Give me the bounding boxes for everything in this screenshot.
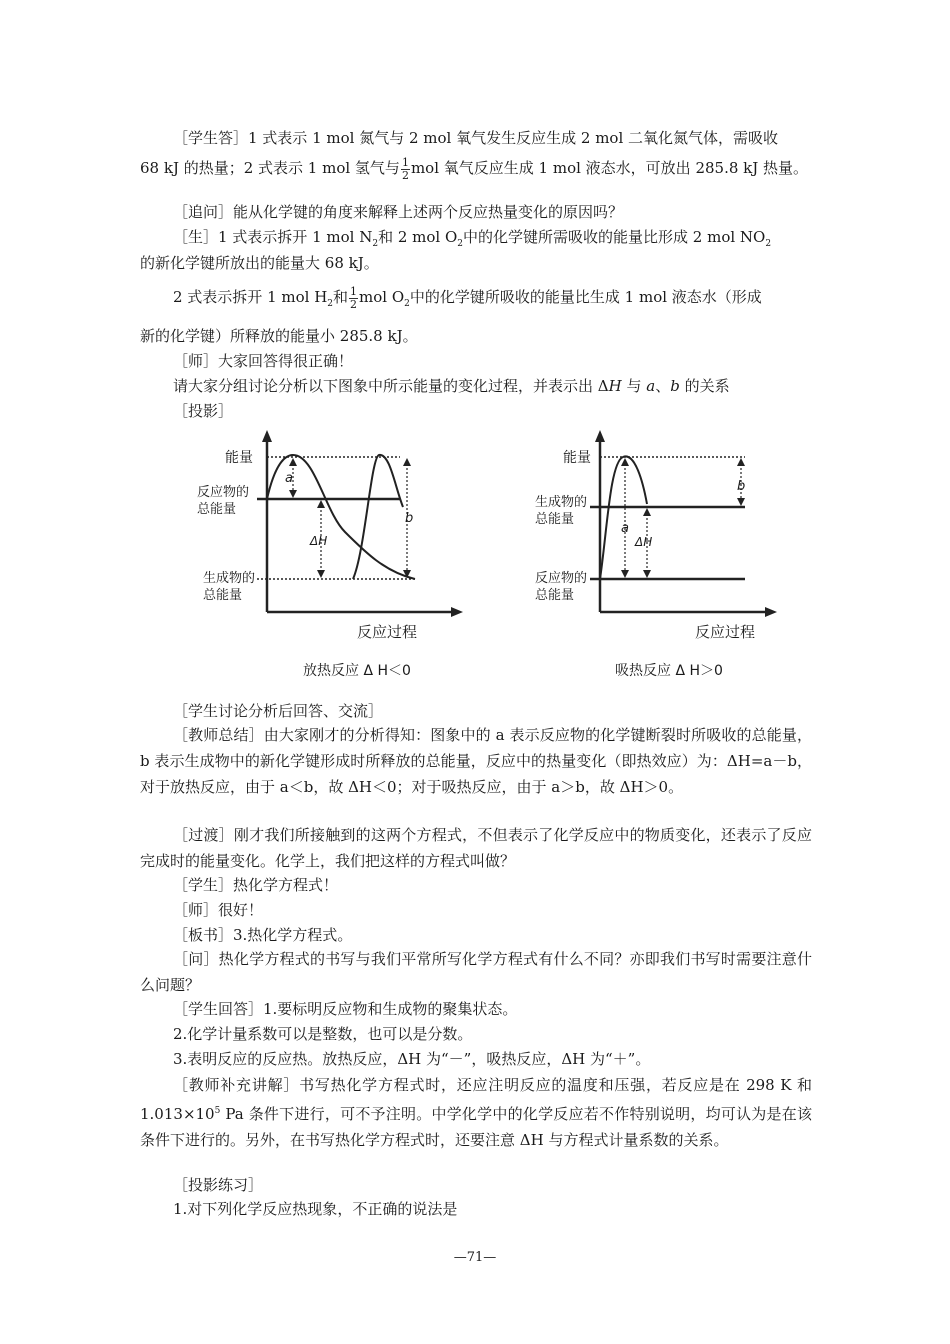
text-line-6: 2 式表示拆开 1 mol $H_2$和 $\frac{1}{2}$ mol $O_2$中的化学键所吸收的能量比生成 1 mol 液态水（形成: [173, 284, 762, 311]
text-line-1: ［学生答］1 式表示 1 mol 氮气与 2 mol 氧气发生反应生成 2 mol 二氧化氮气体，需吸收: [173, 129, 779, 147]
text-line-3: ［追问］能从化学键的角度来解释上述两个反应热量变化的原因吗？: [173, 203, 624, 221]
right-caption: 吸热反应 Δ H＞0: [615, 663, 723, 679]
left-upper-label-1: 反应物的: [197, 485, 250, 500]
fraction-half: $\frac{1}{2}$: [401, 155, 409, 182]
text-line-19: 2.化学计量系数可以是整数，也可以是分数。: [173, 1025, 473, 1043]
text-line-8: ［师］大家回答得很正确！: [173, 352, 354, 370]
right-upper-label-1: 生成物的: [535, 495, 588, 510]
text-line-4: ［生］1 式表示拆开 1 mol $N_2$和 2 mol $O_2$中的化学键所需吸收的能量比形成 2 mol $NO_2$: [173, 228, 772, 249]
text-para-transition: ［过渡］刚才我们所接触到的这两个方程式，不但表示了化学反应中的物质变化，还表示了反应完成时的能量变化。化学上，我们把这样的方程式叫做？: [140, 826, 812, 870]
endothermic-diagram: [535, 430, 777, 679]
exothermic-diagram: [197, 430, 463, 679]
text-line-10: ［投影］: [173, 402, 234, 420]
right-lower-label-2: 总能量: [535, 588, 575, 603]
text-line-22: ［投影练习］: [173, 1176, 264, 1194]
text-line-16: ［板书］3.热化学方程式。: [173, 926, 353, 944]
text-line-18: ［学生回答］1.要标明反应物和生成物的聚集状态。: [173, 1000, 518, 1018]
right-ylabel: 能量: [563, 450, 591, 466]
text-line-2: 68 kJ 的热量；2 式表示 1 mol 氢气与 $\frac{1}{2}$ mol 氧气反应生成 1 mol 液态水，可放出 285.8 kJ 热量。: [140, 155, 809, 182]
text-para-summary: ［教师总结］由大家刚才的分析得知：图象中的 a 表示反应物的化学键断裂时所吸收的总能量，b 表示生成物中的新化学键形成时所释放的总能量，反应中的热量变化（即热效应）为：ΔH=a－b， 对于放热反应，由于 a＜b，故 ΔH＜0；对于吸热反应，由于 a＞b，故 ΔH＞0。: [140, 726, 812, 796]
text-line-7: 新的化学键）所释放的能量小 285.8 kJ。: [140, 327, 418, 345]
text-line-15: ［师］很好！: [173, 901, 264, 919]
left-a-label: a: [285, 471, 293, 486]
fraction-half: $\frac{1}{2}$: [350, 284, 358, 311]
text-line-9: 请大家分组讨论分析以下图象中所示能量的变化过程，并表示出 ΔH 与 a、b 的关系: [173, 377, 730, 395]
left-ylabel: 能量: [225, 450, 253, 466]
page-number: —71—: [453, 1250, 497, 1265]
left-b-label: b: [405, 511, 414, 526]
left-upper-label-2: 总能量: [197, 502, 237, 517]
left-lower-label-1: 生成物的: [203, 571, 256, 586]
right-curve: [600, 456, 647, 579]
right-b-label: b: [737, 479, 746, 494]
right-xlabel: 反应过程: [695, 623, 756, 641]
text-line-11: ［学生讨论分析后回答、交流］: [173, 702, 384, 720]
right-dH-label: ΔH: [635, 535, 653, 549]
text-line-20: 3.表明反应的反应热。放热反应，ΔH 为“－”，吸热反应，ΔH 为“＋”。: [173, 1050, 651, 1068]
right-lower-label-1: 反应物的: [535, 571, 588, 586]
left-xlabel: 反应过程: [357, 623, 418, 641]
left-lower-label-2: 总能量: [203, 588, 243, 603]
left-caption: 放热反应 Δ H＜0: [303, 663, 411, 679]
text-line-14: ［学生］热化学方程式！: [173, 876, 339, 894]
text-para-question: ［问］热化学方程式的书写与我们平常所写化学方程式有什么不同？亦即我们书写时需要注意什么问题？: [140, 950, 812, 994]
right-upper-label-2: 总能量: [535, 512, 575, 527]
energy-diagram-figure: [185, 422, 785, 684]
left-dH-label: ΔH: [310, 534, 328, 548]
text-line-5: 的新化学键所放出的能量大 68 kJ。: [140, 254, 379, 272]
right-a-label: a: [621, 521, 629, 536]
text-line-23: 1.对下列化学反应热现象，不正确的说法是: [173, 1200, 458, 1218]
text-para-supplement: ［教师补充讲解］书写热化学方程式时，还应注明反应的温度和压强，若反应是在 298 K 和 $1.013\times 10^5$ Pa 条件下进行，可不予注明。中学化学中的化学反应若不作特别说明，均可认为是在该条件下进行的。另外，在书写热化学方程式时，还要注意 ΔH 与方程式计量系数的关系。: [140, 1076, 812, 1149]
left-curve-2: [353, 455, 403, 579]
